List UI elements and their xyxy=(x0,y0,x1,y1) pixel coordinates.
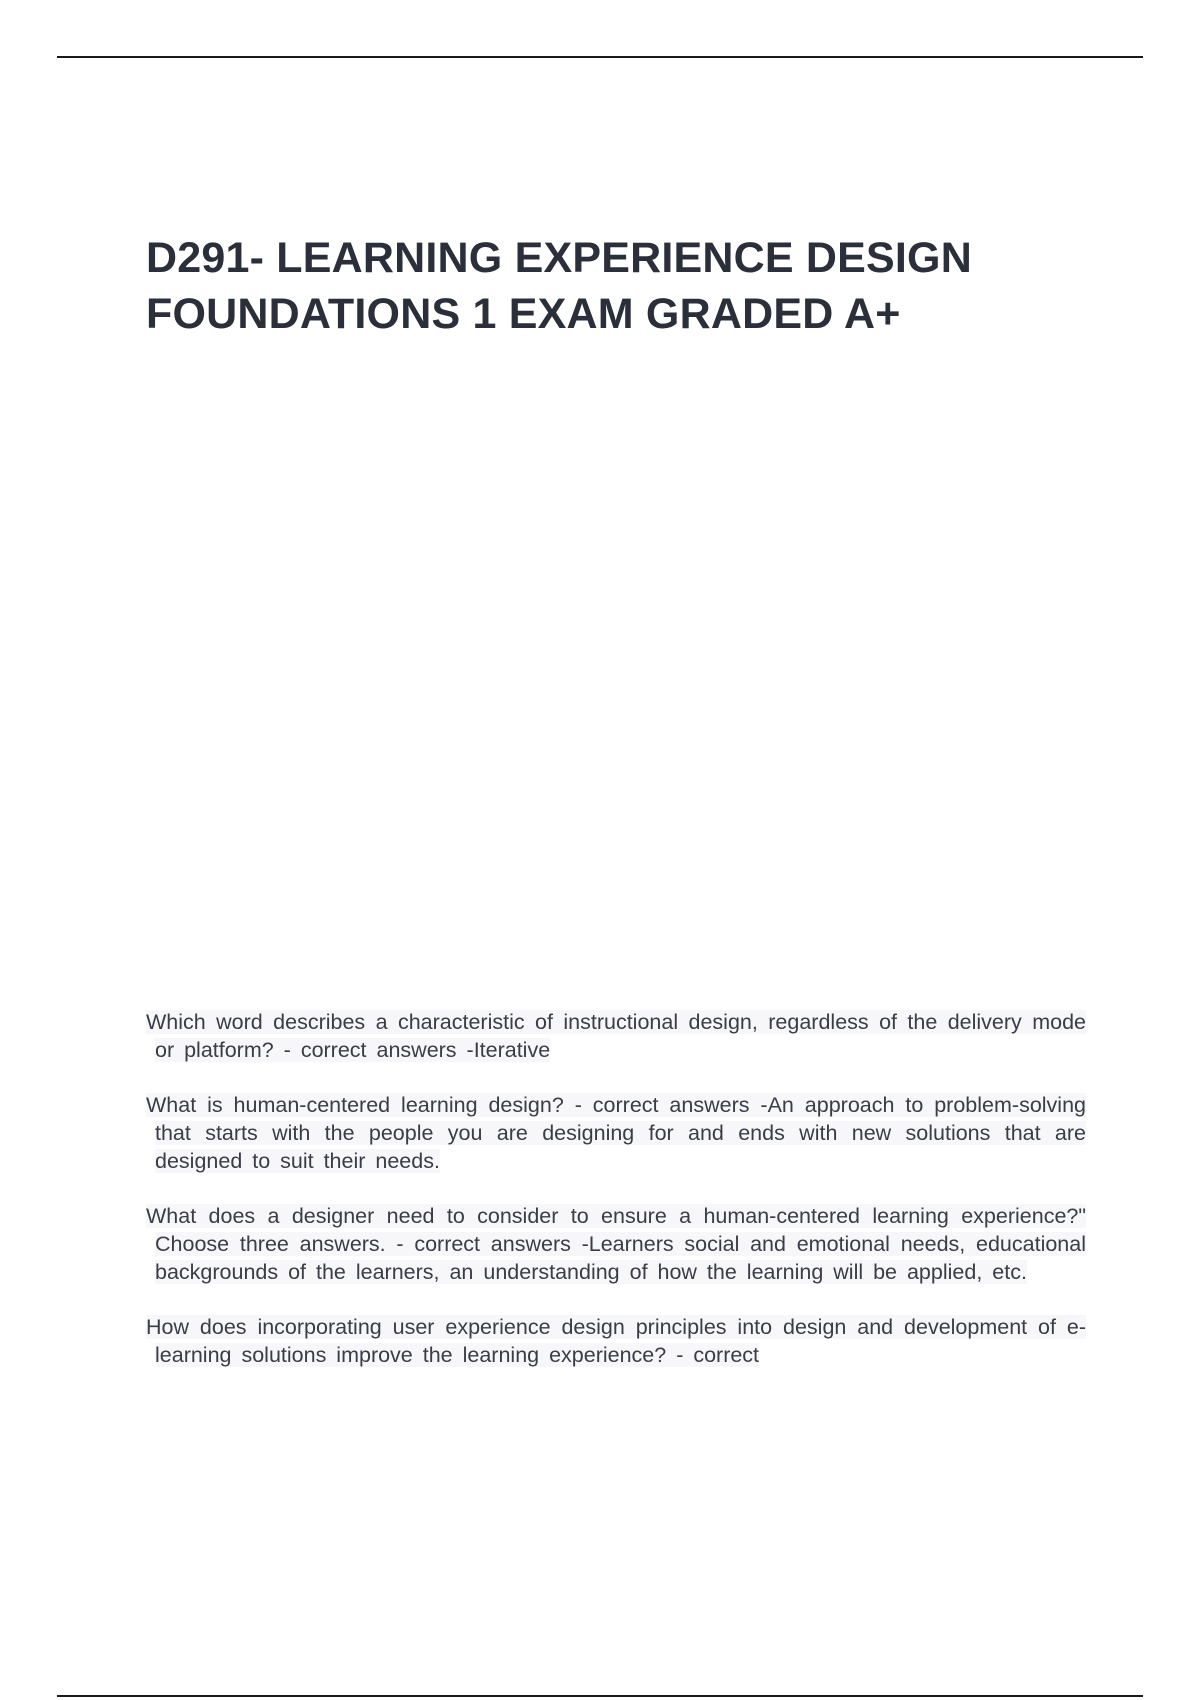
header-rule xyxy=(57,56,1143,58)
document-title: D291- LEARNING EXPERIENCE DESIGN FOUNDATIONS 1 EXAM GRADED A+ xyxy=(146,234,972,338)
question-item xyxy=(146,1008,1086,1064)
question-text: What does a designer need to consider to ensure a human-centered learning experience?" Choose three answers. - correct answers -Learners social and emotional needs, educational backgrounds of the learners, an understanding of how the learning will be applied, etc. xyxy=(146,1204,1086,1284)
question-item xyxy=(146,1313,1086,1369)
question-text: What is human-centered learning design? - correct answers -An approach to problem-solving that starts with the people you are designing for and ends with new solutions that are designed to suit their needs. xyxy=(146,1093,1086,1173)
question-text: How does incorporating user experience design principles into design and development of e-learning solutions improve the learning experience? - correct xyxy=(146,1315,1086,1367)
question-list xyxy=(146,1008,1086,1396)
footer-rule xyxy=(57,1695,1143,1697)
question-item xyxy=(146,1091,1086,1175)
question-text: Which word describes a characteristic of instructional design, regardless of the delivery mode or platform? - correct answers -Iterative xyxy=(146,1010,1086,1062)
question-item xyxy=(146,1202,1086,1286)
